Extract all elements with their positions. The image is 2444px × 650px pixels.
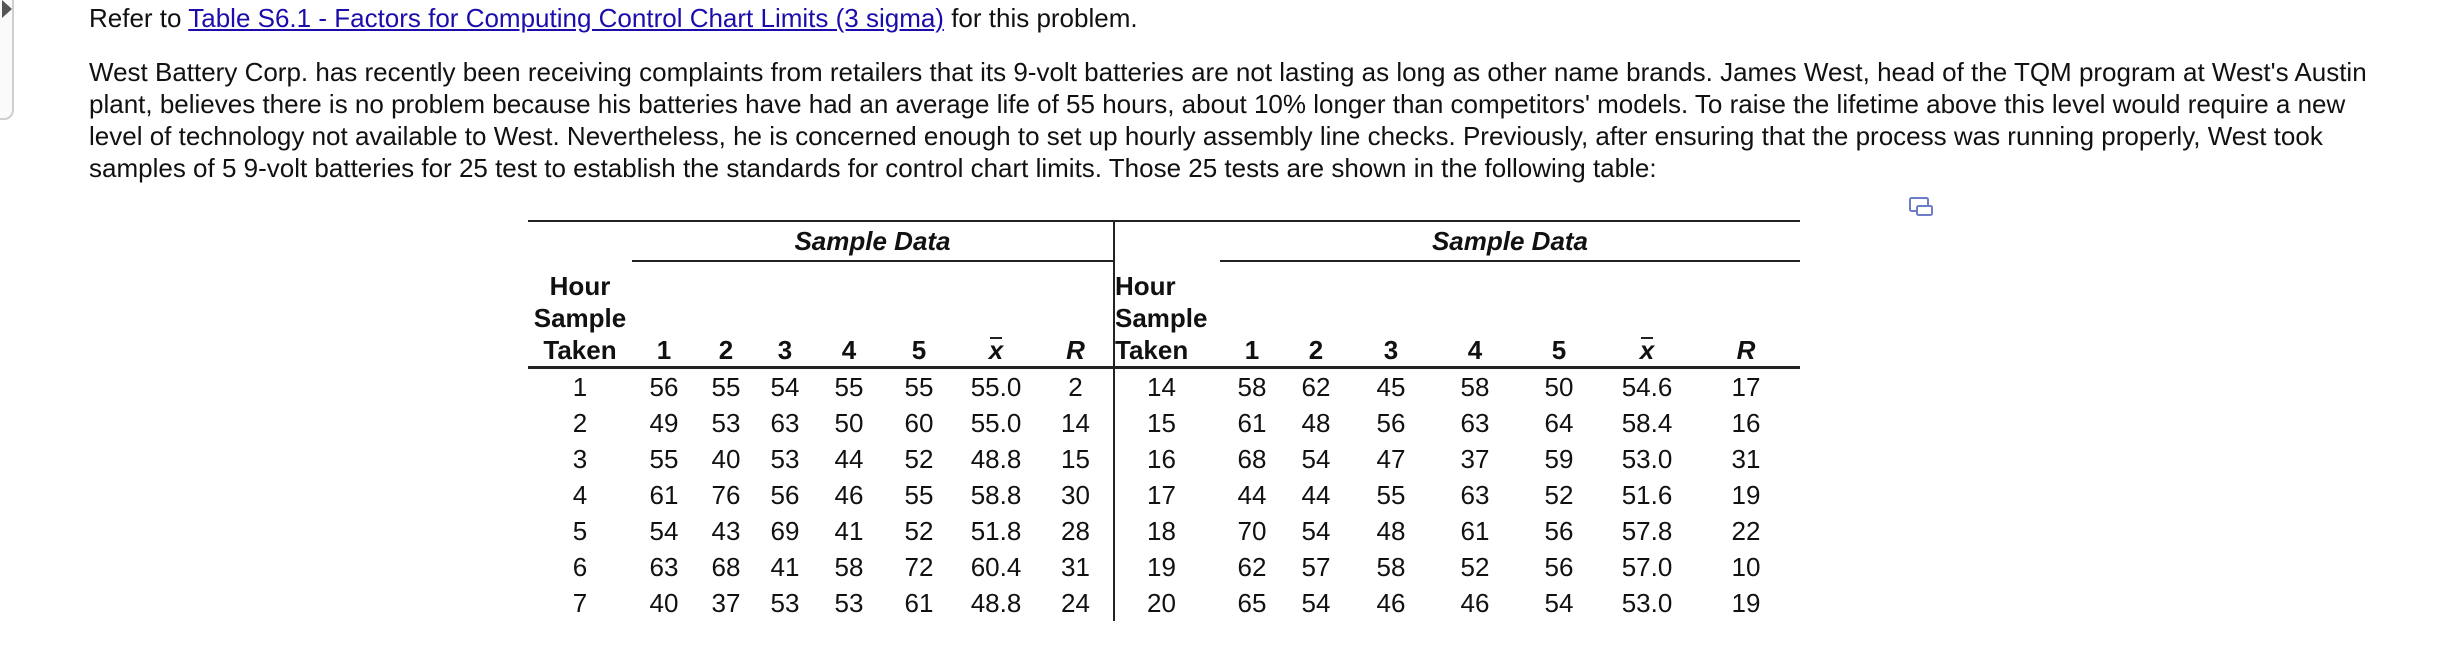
col-header-2: 2 (1284, 261, 1348, 368)
col-header-5: 5 (1516, 261, 1602, 368)
right-sample-1-cell: 44 (1237, 479, 1267, 510)
right-hour-cell: 18 (1147, 515, 1176, 546)
right-sample-2-cell: 48 (1301, 407, 1331, 438)
left-sample-1-cell: 63 (649, 551, 679, 582)
col-header-4: 4 (1434, 261, 1516, 368)
left-sample-5-cell: 52 (904, 515, 934, 546)
left-sample-1-cell: 40 (649, 587, 679, 618)
left-sample-2-cell: 43 (711, 515, 741, 546)
reference-line (89, 0, 2389, 36)
left-sample-4-cell: 58 (834, 551, 864, 582)
hour-sample-taken-header-right: Hour Sample Taken (1114, 261, 1220, 368)
col-header-3: 3 (756, 261, 814, 368)
table-row (528, 368, 1800, 406)
right-sample-5-cell: 56 (1544, 515, 1574, 546)
right-sample-5-cell: 50 (1544, 371, 1574, 402)
right-range-cell: 31 (1731, 443, 1761, 474)
left-sample-3-cell: 56 (770, 479, 800, 510)
left-range-cell: 24 (1038, 585, 1114, 621)
table-row (528, 549, 1800, 585)
right-hour-cell: 16 (1147, 443, 1176, 474)
left-range-cell: 31 (1038, 549, 1114, 585)
right-sample-3-cell: 45 (1376, 371, 1406, 402)
left-sample-5-cell: 61 (904, 587, 934, 618)
left-xbar-cell: 48.8 (970, 587, 1022, 618)
right-xbar-cell: 53.0 (1621, 587, 1673, 618)
sample-data-header-left: Sample Data (632, 222, 1114, 261)
reference-suffix: for this problem. (943, 3, 1138, 33)
right-hour-cell: 17 (1147, 479, 1176, 510)
left-sample-4-cell: 44 (834, 443, 864, 474)
left-sample-2-cell: 37 (711, 587, 741, 618)
left-sample-3-cell: 63 (770, 407, 800, 438)
right-sample-1-cell: 58 (1237, 371, 1267, 402)
hour-sample-taken-header-left: Hour Sample Taken (528, 261, 632, 368)
expand-arrow-icon[interactable] (2, 0, 12, 18)
left-sample-2-cell: 40 (711, 443, 741, 474)
right-sample-1-cell: 70 (1237, 515, 1267, 546)
left-sample-3-cell: 53 (770, 443, 800, 474)
left-xbar-cell: 48.8 (970, 443, 1022, 474)
left-sample-5-cell: 55 (904, 479, 934, 510)
table-s6-1-link[interactable]: Table S6.1 - Factors for Computing Control Chart Limits (3 sigma) (188, 3, 944, 33)
left-sample-3-cell: 41 (770, 551, 800, 582)
left-range-cell: 28 (1038, 513, 1114, 549)
right-xbar-cell: 57.8 (1621, 515, 1673, 546)
right-sample-5-cell: 56 (1544, 551, 1574, 582)
problem-paragraph: West Battery Corp. has recently been receiving complaints from retailers that its 9-volt batteries are not lasting as long as other name brands. James West, head of the TQM program at West's Austin plant, believes there is no problem because his batteries have had an average life of 55 hours, about 10% longer than competitors' models. To raise the lifetime above this level would require a new level of technology not available to West. Nevertheless, he is concerned enough to set up hourly assembly line checks. Previously, after ensuring that the process was running properly, West took samples of 5 9-volt batteries for 25 test to establish the standards for control chart limits. Those 25 tests are shown in the following table: (89, 57, 2367, 183)
right-sample-2-cell: 62 (1301, 371, 1331, 402)
right-hour-cell: 19 (1147, 551, 1176, 582)
left-sample-3-cell: 54 (770, 371, 800, 402)
right-sample-2-cell: 54 (1301, 443, 1331, 474)
right-sample-4-cell: 61 (1460, 515, 1490, 546)
right-sample-4-cell: 37 (1460, 443, 1490, 474)
left-sample-4-cell: 50 (834, 407, 864, 438)
group-header-row (528, 222, 1800, 261)
right-xbar-cell: 58.4 (1621, 407, 1673, 438)
right-sample-3-cell: 55 (1376, 479, 1406, 510)
side-panel-tab[interactable] (0, 0, 14, 120)
left-sample-4-cell: 55 (834, 371, 864, 402)
range-header: R (1692, 261, 1800, 368)
right-sample-2-cell: 54 (1301, 515, 1331, 546)
right-sample-3-cell: 58 (1376, 551, 1406, 582)
right-sample-3-cell: 46 (1376, 587, 1406, 618)
right-sample-3-cell: 47 (1376, 443, 1406, 474)
right-xbar-cell: 57.0 (1621, 551, 1673, 582)
right-sample-4-cell: 63 (1460, 407, 1490, 438)
right-range-cell: 16 (1731, 407, 1761, 438)
left-hour-cell: 7 (572, 587, 588, 618)
col-header-2: 2 (696, 261, 756, 368)
left-xbar-cell: 55.0 (970, 407, 1022, 438)
col-header-5: 5 (884, 261, 954, 368)
reference-prefix: Refer to (89, 3, 189, 33)
right-sample-4-cell: 46 (1460, 587, 1490, 618)
right-sample-1-cell: 65 (1237, 587, 1267, 618)
problem-content (89, 0, 2389, 184)
right-sample-1-cell: 62 (1237, 551, 1267, 582)
left-sample-1-cell: 55 (649, 443, 679, 474)
right-hour-cell: 20 (1147, 587, 1176, 618)
table-row (528, 585, 1800, 621)
left-sample-2-cell: 68 (711, 551, 741, 582)
left-hour-cell: 3 (572, 443, 588, 474)
left-sample-1-cell: 49 (649, 407, 679, 438)
range-header: R (1038, 261, 1114, 368)
right-sample-3-cell: 56 (1376, 407, 1406, 438)
left-range-cell: 30 (1038, 477, 1114, 513)
left-sample-5-cell: 60 (904, 407, 934, 438)
col-header-4: 4 (814, 261, 884, 368)
right-xbar-cell: 53.0 (1621, 443, 1673, 474)
left-sample-4-cell: 53 (834, 587, 864, 618)
col-header-1: 1 (1220, 261, 1284, 368)
left-xbar-cell: 51.8 (970, 515, 1022, 546)
right-range-cell: 10 (1731, 551, 1761, 582)
left-range-cell: 15 (1038, 441, 1114, 477)
left-sample-5-cell: 52 (904, 443, 934, 474)
right-sample-2-cell: 44 (1301, 479, 1331, 510)
right-sample-5-cell: 54 (1544, 587, 1574, 618)
right-sample-4-cell: 52 (1460, 551, 1490, 582)
table-body (528, 368, 1800, 622)
left-sample-4-cell: 41 (834, 515, 864, 546)
right-range-cell: 17 (1731, 371, 1761, 402)
left-range-cell: 14 (1038, 405, 1114, 441)
col-header-3: 3 (1348, 261, 1434, 368)
left-range-cell: 2 (1038, 368, 1114, 406)
left-hour-cell: 1 (572, 371, 588, 402)
sample-data-header-right: Sample Data (1220, 222, 1800, 261)
left-sample-1-cell: 54 (649, 515, 679, 546)
expand-table-icon[interactable] (1909, 197, 1933, 217)
right-sample-4-cell: 58 (1460, 371, 1490, 402)
right-range-cell: 22 (1731, 515, 1761, 546)
right-sample-4-cell: 63 (1460, 479, 1490, 510)
right-hour-cell: 15 (1147, 407, 1176, 438)
left-hour-cell: 5 (572, 515, 588, 546)
left-sample-2-cell: 76 (711, 479, 741, 510)
left-sample-3-cell: 69 (770, 515, 800, 546)
left-hour-cell: 2 (572, 407, 588, 438)
left-hour-cell: 4 (572, 479, 588, 510)
left-sample-1-cell: 56 (649, 371, 679, 402)
right-sample-1-cell: 61 (1237, 407, 1267, 438)
right-sample-2-cell: 57 (1301, 551, 1331, 582)
right-sample-3-cell: 48 (1376, 515, 1406, 546)
right-xbar-cell: 54.6 (1621, 371, 1673, 402)
table-row (528, 405, 1800, 441)
right-sample-1-cell: 68 (1237, 443, 1267, 474)
table-row (528, 441, 1800, 477)
left-xbar-cell: 55.0 (970, 371, 1022, 402)
left-sample-3-cell: 53 (770, 587, 800, 618)
right-hour-cell: 14 (1147, 371, 1176, 402)
left-xbar-cell: 58.8 (970, 479, 1022, 510)
xbar-header: x (1602, 261, 1692, 368)
right-xbar-cell: 51.6 (1621, 479, 1673, 510)
left-sample-4-cell: 46 (834, 479, 864, 510)
right-sample-5-cell: 59 (1544, 443, 1574, 474)
table-row (528, 477, 1800, 513)
right-sample-5-cell: 64 (1544, 407, 1574, 438)
right-sample-5-cell: 52 (1544, 479, 1574, 510)
battery-sample-table (528, 220, 1800, 621)
table-row (528, 513, 1800, 549)
xbar-header: x (954, 261, 1038, 368)
left-sample-5-cell: 55 (904, 371, 934, 402)
left-hour-cell: 6 (572, 551, 588, 582)
right-range-cell: 19 (1731, 587, 1761, 618)
left-xbar-cell: 60.4 (970, 551, 1022, 582)
column-header-row (528, 261, 1800, 368)
left-sample-1-cell: 61 (649, 479, 679, 510)
left-sample-2-cell: 53 (711, 407, 741, 438)
right-range-cell: 19 (1731, 479, 1761, 510)
col-header-1: 1 (632, 261, 696, 368)
left-sample-5-cell: 72 (904, 551, 934, 582)
right-sample-2-cell: 54 (1301, 587, 1331, 618)
left-sample-2-cell: 55 (711, 371, 741, 402)
